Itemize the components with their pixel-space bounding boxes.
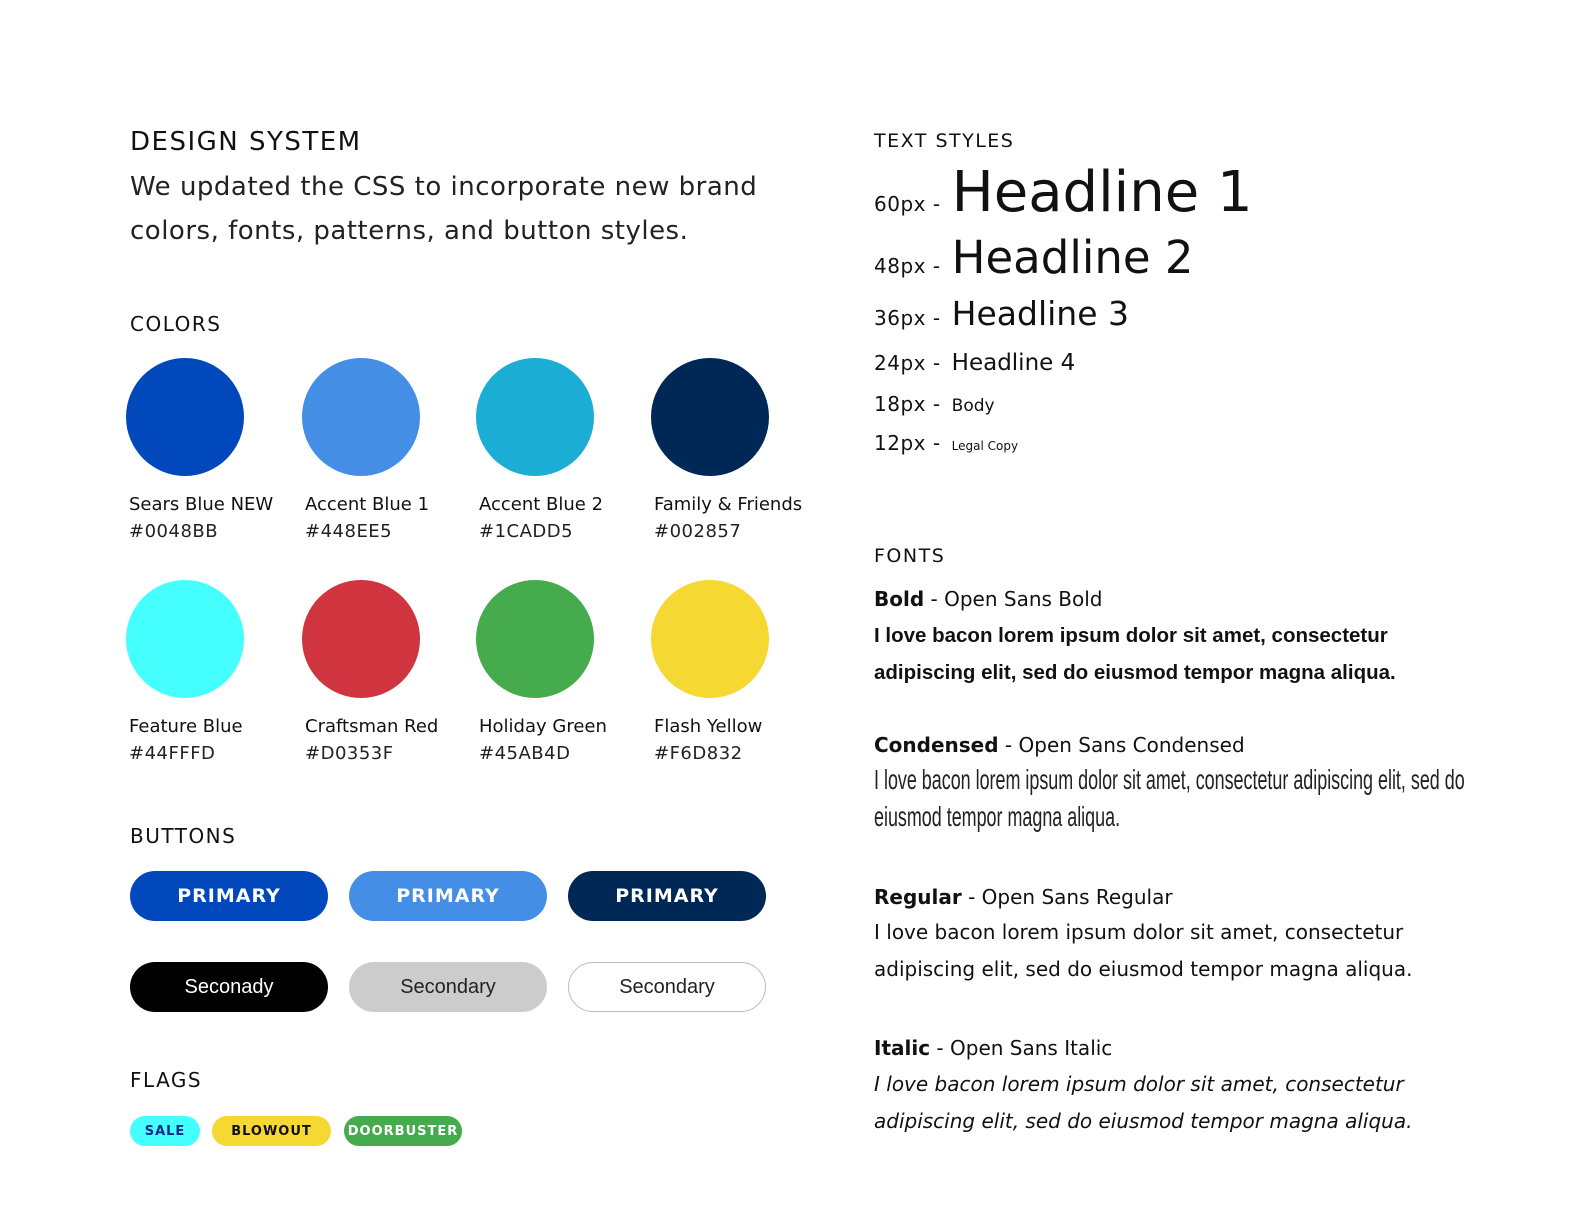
font-style-name: Regular xyxy=(874,885,962,909)
text-style-size: 48px - xyxy=(874,254,941,278)
color-hex: #448EE5 xyxy=(305,521,393,542)
text-style-row xyxy=(874,392,995,416)
font-separator: - xyxy=(930,1036,951,1060)
font-style-name: Condensed xyxy=(874,733,999,757)
text-style-sample: Legal Copy xyxy=(951,439,1019,453)
font-style-name: Italic xyxy=(874,1036,931,1060)
color-hex: #1CADD5 xyxy=(479,521,574,542)
color-dot xyxy=(126,580,244,698)
secondary-button[interactable]: Secondary xyxy=(349,962,547,1012)
fonts-heading: FONTS xyxy=(874,545,946,567)
font-sample-regular: I love bacon lorem ipsum dolor sit amet, consectetur adipiscing elit, sed do eiusmod tempor magna aliqua. xyxy=(874,920,1413,981)
font-sample-condensed: I love bacon lorem ipsum dolor sit amet, consectetur adipiscing elit, sed do eiusmod tempor magna aliqua. xyxy=(874,764,1465,832)
text-style-row xyxy=(874,294,1129,333)
color-dot xyxy=(651,358,769,476)
font-sample-bold: I love bacon lorem ipsum dolor sit amet, consectetur adipiscing elit, sed do eiusmod tempor magna aliqua. xyxy=(874,624,1396,684)
color-dot xyxy=(302,358,420,476)
color-name: Sears Blue NEW xyxy=(129,494,274,515)
font-label-italic xyxy=(874,1036,1112,1060)
flags-heading: FLAGS xyxy=(130,1068,203,1092)
font-family-name: Open Sans Regular xyxy=(981,885,1173,909)
text-style-size: 12px - xyxy=(874,431,941,455)
page-title: DESIGN SYSTEM xyxy=(130,127,362,157)
color-swatch xyxy=(305,358,495,542)
intro-text: We updated the CSS to incorporate new brand colors, fonts, patterns, and button styles. xyxy=(130,172,758,246)
color-name: Family & Friends xyxy=(654,494,803,515)
color-dot xyxy=(476,580,594,698)
color-dot xyxy=(302,580,420,698)
font-label-bold xyxy=(874,587,1102,611)
color-swatch xyxy=(129,358,319,542)
text-styles-heading: TEXT STYLES xyxy=(874,130,1015,152)
colors-heading: COLORS xyxy=(130,312,222,336)
color-hex: #45AB4D xyxy=(479,743,571,764)
text-style-sample: Headline 3 xyxy=(951,294,1129,333)
text-style-sample: Headline 4 xyxy=(951,350,1076,376)
color-swatch xyxy=(654,580,844,764)
primary-button[interactable]: PRIMARY xyxy=(568,871,766,921)
color-name: Flash Yellow xyxy=(654,716,763,737)
color-swatch xyxy=(479,358,669,542)
font-label-regular xyxy=(874,885,1173,909)
color-hex: #F6D832 xyxy=(654,743,743,764)
primary-button[interactable]: PRIMARY xyxy=(349,871,547,921)
flag-badge: BLOWOUT xyxy=(212,1116,331,1146)
font-separator: - xyxy=(961,885,982,909)
color-dot xyxy=(651,580,769,698)
text-style-size: 60px - xyxy=(874,192,941,216)
text-style-row xyxy=(874,350,1075,376)
buttons-heading: BUTTONS xyxy=(130,824,237,848)
color-swatch xyxy=(654,358,844,542)
font-separator: - xyxy=(924,587,945,611)
flag-badge: DOORBUSTER xyxy=(344,1116,462,1146)
secondary-button[interactable]: Seconady xyxy=(130,962,328,1012)
color-hex: #D0353F xyxy=(305,743,394,764)
font-label-condensed xyxy=(874,733,1245,757)
text-style-size: 24px - xyxy=(874,351,941,375)
text-style-sample: Headline 2 xyxy=(951,231,1194,284)
color-name: Accent Blue 2 xyxy=(479,494,604,515)
primary-button[interactable]: PRIMARY xyxy=(130,871,328,921)
font-style-name: Bold xyxy=(874,587,925,611)
color-swatch xyxy=(129,580,319,764)
text-style-size: 18px - xyxy=(874,392,941,416)
flag-badge: SALE xyxy=(130,1116,200,1146)
font-family-name: Open Sans Italic xyxy=(950,1036,1113,1060)
text-style-row xyxy=(874,431,1018,455)
color-name: Feature Blue xyxy=(129,716,243,737)
color-swatch xyxy=(305,580,495,764)
text-style-row xyxy=(874,160,1253,225)
font-separator: - xyxy=(998,733,1019,757)
font-sample-italic: I love bacon lorem ipsum dolor sit amet, consectetur adipiscing elit, sed do eiusmod tempor magna aliqua. xyxy=(874,1072,1413,1133)
color-name: Accent Blue 1 xyxy=(305,494,430,515)
secondary-button[interactable]: Secondary xyxy=(568,962,766,1012)
text-style-row xyxy=(874,231,1193,284)
color-hex: #44FFFD xyxy=(129,743,216,764)
color-swatch xyxy=(479,580,669,764)
text-style-sample: Body xyxy=(951,396,995,416)
color-dot xyxy=(126,358,244,476)
text-style-sample: Headline 1 xyxy=(951,160,1253,225)
color-name: Craftsman Red xyxy=(305,716,439,737)
color-hex: #002857 xyxy=(654,521,742,542)
font-family-name: Open Sans Bold xyxy=(944,587,1103,611)
color-dot xyxy=(476,358,594,476)
color-name: Holiday Green xyxy=(479,716,607,737)
color-hex: #0048BB xyxy=(129,521,219,542)
text-style-size: 36px - xyxy=(874,306,941,330)
font-family-name: Open Sans Condensed xyxy=(1018,733,1245,757)
